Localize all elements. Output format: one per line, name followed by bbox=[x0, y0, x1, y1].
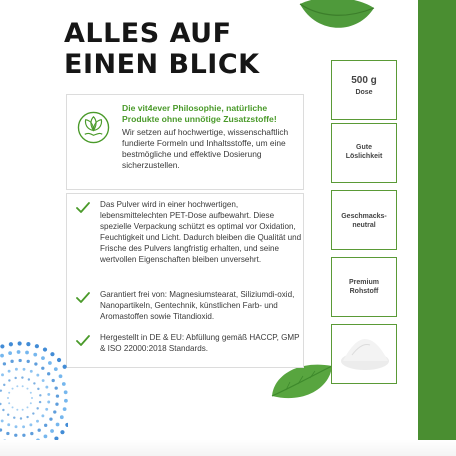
leaf-top-right-icon bbox=[298, 0, 376, 36]
size-card bbox=[331, 60, 397, 120]
taste-line-1: Geschmacks- bbox=[341, 213, 387, 220]
solubility-line-1: Gute bbox=[356, 144, 372, 151]
intro-headline: Die vit4ever Philosophie, natürliche Produkte ohne unnötige Zusatzstoffe! bbox=[122, 103, 277, 124]
size-value: 500 g bbox=[351, 75, 377, 86]
solubility-card bbox=[331, 123, 397, 183]
solubility-line-2: Löslichkeit bbox=[345, 153, 383, 160]
powder-icon bbox=[332, 325, 396, 383]
page-title bbox=[64, 18, 294, 80]
title-line-1: ALLES AUF bbox=[64, 18, 232, 49]
dotted-circle-pattern bbox=[0, 326, 68, 450]
checkmark-icon bbox=[76, 202, 90, 214]
powder-card bbox=[331, 324, 397, 384]
premium-line-2: Rohstoff bbox=[349, 288, 379, 295]
taste-line-2: neutral bbox=[352, 222, 376, 229]
taste-card bbox=[331, 190, 397, 250]
feature-item-2: Garantiert frei von: Magnesiumstearat, Siliziumdi-oxid, Nanopartikeln, Gentechnik, künstlichen Farb- und Aromastoffen sowie Titandioxid. bbox=[100, 290, 295, 321]
feature-item-3: Hergestellt in DE & EU: Abfüllung gemäß HACCP, GMP & ISO 22000:2018 Standards. bbox=[100, 333, 300, 353]
size-container: Dose bbox=[355, 89, 373, 96]
plant-in-hand-icon bbox=[77, 111, 110, 144]
intro-body: Wir setzen auf hochwertige, wissenschaftlich fundierte Formeln und Inhaltsstoffe, um eine bestmögliche und effektive Dosierung sicherzustellen. bbox=[122, 127, 289, 170]
bottom-strip bbox=[0, 440, 456, 456]
feature-item-1: Das Pulver wird in einer hochwertigen, lebensmittelechten PET-Dose aufbewahrt. Diese spezielle Verpackung schützt es optimal vor Oxidation, Feuchtigkeit und Licht. Dadurch bleiben die Qualität und Frische des Pulvers langfristig erhalten, und seine wertvollen Eigenschaften bleiben unversehrt. bbox=[100, 200, 302, 264]
premium-line-1: Premium bbox=[349, 279, 379, 286]
premium-card bbox=[331, 257, 397, 317]
checkmark-icon bbox=[76, 335, 90, 347]
checkmark-icon bbox=[76, 292, 90, 304]
green-side-bar bbox=[418, 0, 456, 456]
title-line-2: EINEN BLICK bbox=[64, 49, 260, 80]
